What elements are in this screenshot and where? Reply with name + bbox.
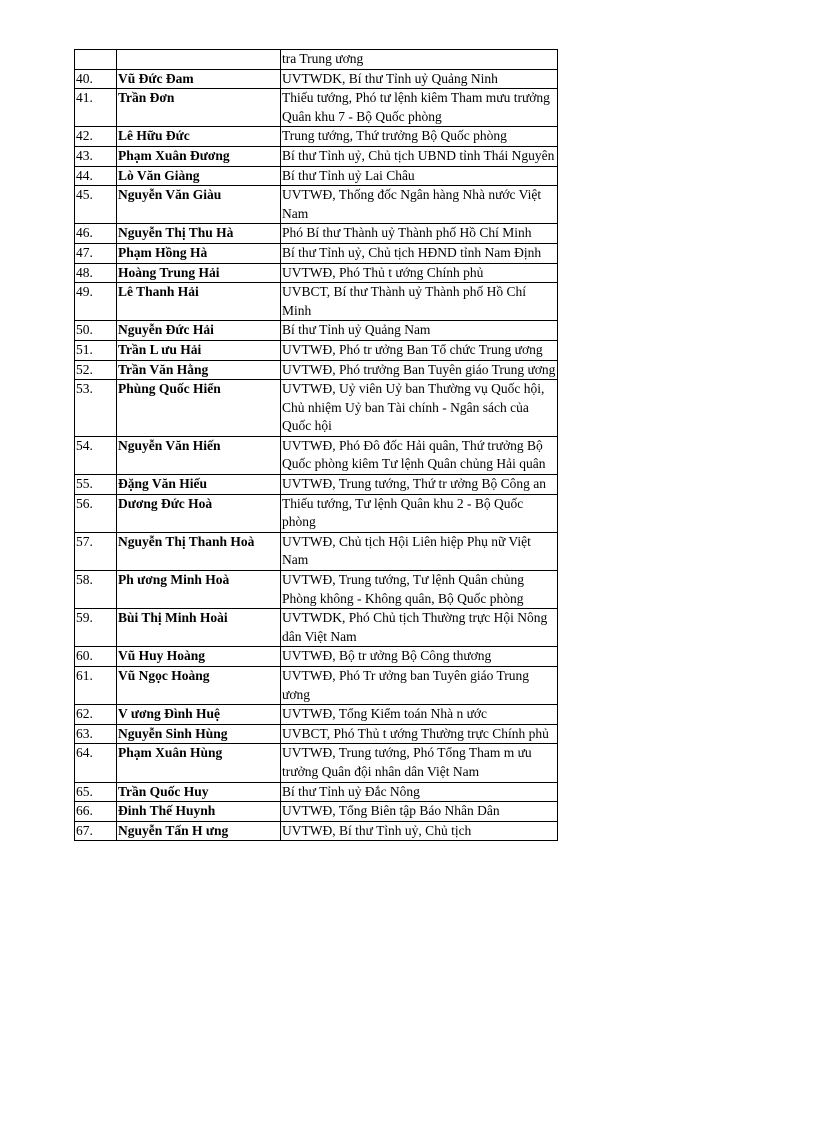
member-position: Bí thư Tỉnh uỷ Lai Châu (281, 166, 558, 186)
member-table (74, 49, 558, 841)
member-name: Vũ Huy Hoàng (117, 647, 281, 667)
table-row (75, 360, 558, 380)
member-name: Ph ương Minh Hoà (117, 571, 281, 609)
member-name: V ương Đình Huệ (117, 705, 281, 725)
row-number: 63. (75, 724, 117, 744)
member-name: Bùi Thị Minh Hoài (117, 609, 281, 647)
table-row (75, 50, 558, 70)
member-name: Phùng Quốc Hiển (117, 380, 281, 437)
member-position: UVTWĐ, Phó Tr ưởng ban Tuyên giáo Trung ương (281, 667, 558, 705)
table-row (75, 609, 558, 647)
row-number (75, 50, 117, 70)
member-name: Lò Văn Giàng (117, 166, 281, 186)
member-position: UVTWĐ, Tổng Kiểm toán Nhà n ước (281, 705, 558, 725)
table-row (75, 724, 558, 744)
table-row (75, 436, 558, 474)
table-row (75, 647, 558, 667)
table-row (75, 89, 558, 127)
member-name: Nguyễn Sinh Hùng (117, 724, 281, 744)
table-row (75, 782, 558, 802)
member-name: Trần Quốc Huy (117, 782, 281, 802)
row-number: 55. (75, 475, 117, 495)
row-number: 47. (75, 243, 117, 263)
row-number: 61. (75, 667, 117, 705)
row-number: 60. (75, 647, 117, 667)
member-name: Nguyễn Tấn H ưng (117, 821, 281, 841)
member-position: UVTWĐ, Tổng Biên tập Báo Nhân Dân (281, 802, 558, 822)
member-name: Phạm Hồng Hà (117, 243, 281, 263)
row-number: 40. (75, 69, 117, 89)
member-position: Thiếu tướng, Tư lệnh Quân khu 2 - Bộ Quốc phòng (281, 494, 558, 532)
table-row (75, 571, 558, 609)
table-row (75, 224, 558, 244)
member-position: Bí thư Tỉnh uỷ, Chủ tịch HĐND tỉnh Nam Định (281, 243, 558, 263)
member-position: Thiếu tướng, Phó tư lệnh kiêm Tham mưu trưởng Quân khu 7 - Bộ Quốc phòng (281, 89, 558, 127)
table-row (75, 186, 558, 224)
member-position: UVTWĐ, Bộ tr ưởng Bộ Công thương (281, 647, 558, 667)
row-number: 52. (75, 360, 117, 380)
row-number: 54. (75, 436, 117, 474)
member-name: Phạm Xuân Đương (117, 146, 281, 166)
row-number: 53. (75, 380, 117, 437)
member-name: Đặng Văn Hiếu (117, 475, 281, 495)
member-position: UVTWĐ, Trung tướng, Phó Tổng Tham m ưu trưởng Quân đội nhân dân Việt Nam (281, 744, 558, 782)
member-table-body (75, 50, 558, 841)
table-row (75, 243, 558, 263)
table-row (75, 263, 558, 283)
table-row (75, 802, 558, 822)
member-name: Vũ Đức Đam (117, 69, 281, 89)
member-position: UVTWĐ, Trung tướng, Thứ tr ưởng Bộ Công an (281, 475, 558, 495)
row-number: 44. (75, 166, 117, 186)
member-name: Nguyễn Văn Giàu (117, 186, 281, 224)
member-position: UVTWĐ, Bí thư Tỉnh uỷ, Chủ tịch (281, 821, 558, 841)
table-row (75, 667, 558, 705)
row-number: 50. (75, 321, 117, 341)
member-position: Bí thư Tỉnh uỷ Đắc Nông (281, 782, 558, 802)
row-number: 65. (75, 782, 117, 802)
row-number: 48. (75, 263, 117, 283)
table-row (75, 340, 558, 360)
row-number: 46. (75, 224, 117, 244)
member-name (117, 50, 281, 70)
member-position: UVBCT, Phó Thủ t ướng Thường trực Chính phủ (281, 724, 558, 744)
row-number: 64. (75, 744, 117, 782)
member-name: Dương Đức Hoà (117, 494, 281, 532)
member-position: UVTWDK, Phó Chủ tịch Thường trực Hội Nông dân Việt Nam (281, 609, 558, 647)
row-number: 62. (75, 705, 117, 725)
member-position: Phó Bí thư Thành uỷ Thành phố Hồ Chí Minh (281, 224, 558, 244)
row-number: 51. (75, 340, 117, 360)
member-position: Trung tướng, Thứ trưởng Bộ Quốc phòng (281, 127, 558, 147)
table-row (75, 532, 558, 570)
member-name: Nguyễn Đức Hải (117, 321, 281, 341)
table-row (75, 283, 558, 321)
member-position: UVTWĐ, Thống đốc Ngân hàng Nhà nước Việt Nam (281, 186, 558, 224)
table-row (75, 69, 558, 89)
table-row (75, 380, 558, 437)
member-name: Nguyễn Thị Thu Hà (117, 224, 281, 244)
table-row (75, 146, 558, 166)
member-position: UVTWĐ, Phó trưởng Ban Tuyên giáo Trung ương (281, 360, 558, 380)
member-name: Hoàng Trung Hải (117, 263, 281, 283)
table-row (75, 475, 558, 495)
member-position: UVTWĐ, Phó tr ưởng Ban Tổ chức Trung ương (281, 340, 558, 360)
member-name: Vũ Ngọc Hoàng (117, 667, 281, 705)
member-position: UVTWĐ, Chủ tịch Hội Liên hiệp Phụ nữ Việt Nam (281, 532, 558, 570)
member-position: Bí thư Tỉnh uỷ, Chủ tịch UBND tỉnh Thái Nguyên (281, 146, 558, 166)
row-number: 41. (75, 89, 117, 127)
member-position: UVTWDK, Bí thư Tỉnh uỷ Quảng Ninh (281, 69, 558, 89)
member-position: UVTWĐ, Uỷ viên Uỷ ban Thường vụ Quốc hội, Chủ nhiệm Uỷ ban Tài chính - Ngân sách của Quốc hội (281, 380, 558, 437)
member-position: UVTWĐ, Trung tướng, Tư lệnh Quân chủng Phòng không - Không quân, Bộ Quốc phòng (281, 571, 558, 609)
row-number: 67. (75, 821, 117, 841)
row-number: 66. (75, 802, 117, 822)
member-name: Nguyễn Văn Hiến (117, 436, 281, 474)
member-position: UVBCT, Bí thư Thành uỷ Thành phố Hồ Chí Minh (281, 283, 558, 321)
row-number: 57. (75, 532, 117, 570)
member-name: Lê Thanh Hải (117, 283, 281, 321)
member-name: Đinh Thế Huynh (117, 802, 281, 822)
row-number: 42. (75, 127, 117, 147)
table-row (75, 705, 558, 725)
member-name: Trần Đơn (117, 89, 281, 127)
member-position: UVTWĐ, Phó Thủ t ướng Chính phủ (281, 263, 558, 283)
table-row (75, 321, 558, 341)
member-name: Phạm Xuân Hùng (117, 744, 281, 782)
row-number: 58. (75, 571, 117, 609)
member-position: Bí thư Tỉnh uỷ Quảng Nam (281, 321, 558, 341)
row-number: 49. (75, 283, 117, 321)
row-number: 56. (75, 494, 117, 532)
row-number: 59. (75, 609, 117, 647)
member-position: UVTWĐ, Phó Đô đốc Hải quân, Thứ trưởng Bộ Quốc phòng kiêm Tư lệnh Quân chủng Hải quân (281, 436, 558, 474)
member-name: Lê Hữu Đức (117, 127, 281, 147)
member-name: Trần L ưu Hải (117, 340, 281, 360)
table-row (75, 127, 558, 147)
member-name: Nguyễn Thị Thanh Hoà (117, 532, 281, 570)
table-row (75, 494, 558, 532)
table-row (75, 166, 558, 186)
row-number: 43. (75, 146, 117, 166)
table-row (75, 821, 558, 841)
member-name: Trần Văn Hằng (117, 360, 281, 380)
row-number: 45. (75, 186, 117, 224)
table-row (75, 744, 558, 782)
member-position: tra Trung ương (281, 50, 558, 70)
